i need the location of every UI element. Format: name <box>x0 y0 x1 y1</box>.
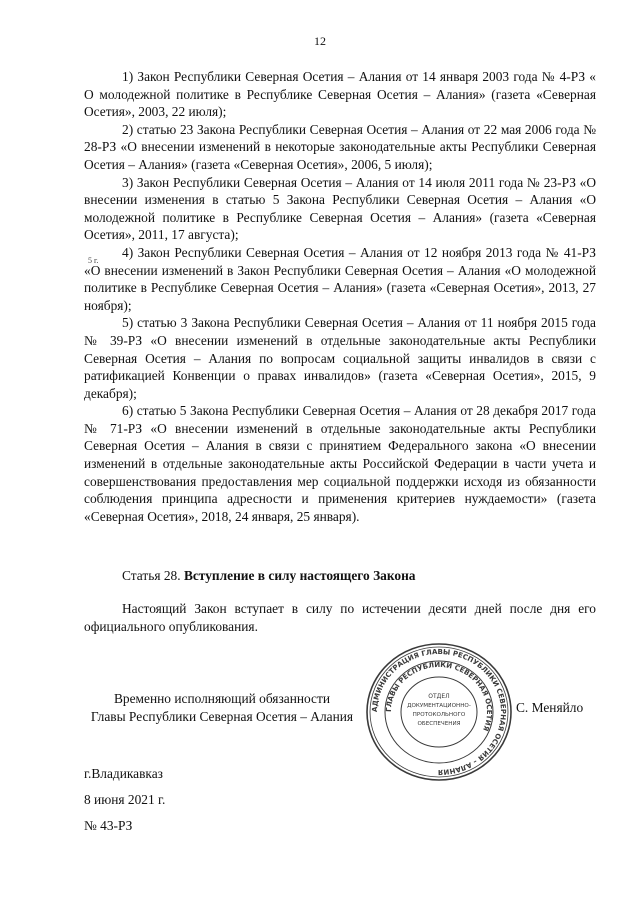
repealed-acts-list <box>84 68 596 525</box>
seal-inner-ring-text: ГЛАВЫ РЕСПУБЛИКИ СЕВЕРНАЯ ОСЕТИЯ <box>384 660 494 733</box>
seal-center-line: ДОКУМЕНТАЦИОННО- <box>407 703 471 709</box>
list-item: 4) Закон Республики Северная Осетия – Алания от 12 ноября 2013 года № 41-РЗ «О внесении изменений в Закон Республики Северная Осетия – Алания «О молодежной политике в Республике Северная Осетия – Алания» (газета «Северная Осетия», 2013, 27 ноября); <box>84 244 596 313</box>
seal-center-line: ОБЕСПЕЧЕНИЯ <box>417 721 461 727</box>
signatory-title <box>84 690 360 726</box>
place-of-signing: г.Владикавказ <box>84 766 163 781</box>
article-number: Статья 28. <box>122 568 181 583</box>
closing-text: Настоящий Закон вступает в силу по истечении десяти дней после дня его официального опубликования. <box>84 601 596 634</box>
list-item: 5) статью 3 Закона Республики Северная Осетия – Алания от 11 ноября 2015 года № 39-РЗ «О внесении изменений в отдельные законодательные акты Республики Северная Осетия – Алания по вопросам социальной защиты инвалидов в связи с ратификацией Конвенции о правах инвалидов» (газета «Северная Осетия», 2015, 9 декабря); <box>84 315 596 401</box>
signing-date: 8 июня 2021 г. <box>84 792 166 807</box>
closing-paragraph <box>84 600 596 635</box>
margin-mark: 5 г. <box>88 256 99 265</box>
article-title: Вступление в силу настоящего Закона <box>183 568 416 583</box>
list-item: 6) статью 5 Закона Республики Северная Осетия – Алания от 28 декабря 2017 года № 71-РЗ «О внесении изменений в отдельные законодательные акты Республики Северная Осетия – Алания в связи с принятием Федерального закона «О внесении изменений в отдельные законодательные акты Российской Федерации в части учета и совершенствования предоставления мер социальной поддержки исходя из обязанности соблюдения принципа адресности и применения критериев нуждаемости» (газета «Северная Осетия», 2018, 24 января, 25 января). <box>84 403 596 524</box>
seal-center-line: ОТДЕЛ <box>428 693 450 700</box>
list-item: 3) Закон Республики Северная Осетия – Алания от 14 июля 2011 года № 23-РЗ «О внесении изменения в статью 5 Закона Республики Северная Осетия – Алания «О молодежной политике в Республике Северная Осетия – Алания» (газета «Северная Осетия», 2011, 17 августа); <box>84 174 596 243</box>
signatory-title-line: Временно исполняющий обязанности <box>113 691 331 706</box>
signatory-name: С. Меняйло <box>516 700 584 715</box>
official-seal-stamp <box>364 640 514 785</box>
list-item: 2) статью 23 Закона Республики Северная Осетия – Алания от 22 мая 2006 года № 28-РЗ «О внесении изменений в некоторые законодательные акты Республики Северная Осетия – Алания» (газета «Северная Осетия», 2006, 5 июля); <box>84 121 596 172</box>
seal-outer-ring-text: АДМИНИСТРАЦИЯ ГЛАВЫ РЕСПУБЛИКИ СЕВЕРНАЯ ОСЕТИЯ – АЛАНИЯ <box>370 647 508 777</box>
article-heading <box>122 568 415 584</box>
seal-center-line: ПРОТОКОЛЬНОГО <box>412 712 466 718</box>
law-number: № 43-РЗ <box>84 818 133 833</box>
list-item: 1) Закон Республики Северная Осетия – Алания от 14 января 2003 года № 4-РЗ « О молодежной политике в Республике Северная Осетия – Алания» (газета «Северная Осетия», 2003, 22 июля); <box>84 69 596 120</box>
signatory-title-line: Главы Республики Северная Осетия – Алания <box>90 709 354 724</box>
page-number: 12 <box>314 34 326 48</box>
